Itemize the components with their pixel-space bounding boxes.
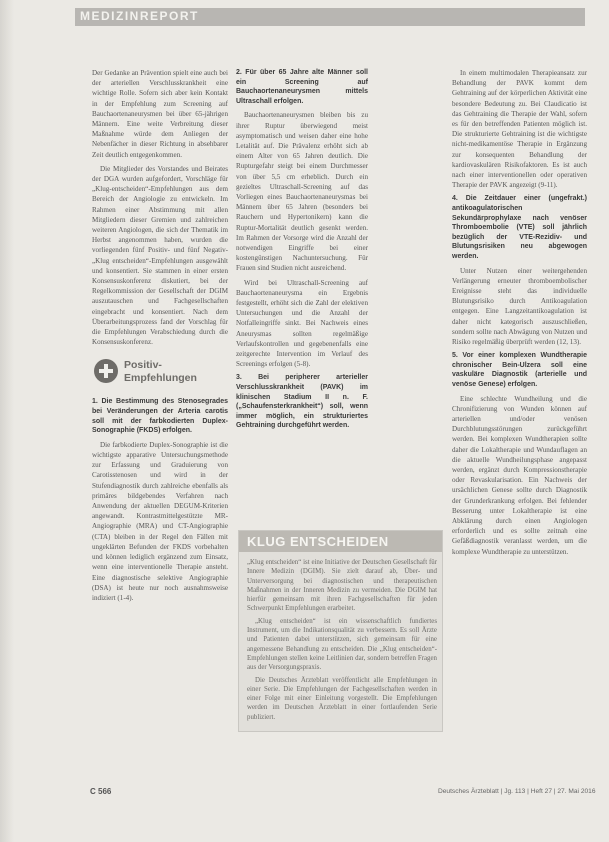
recommendation-4-text: Unter Nutzen einer weitergehenden Verlängerung erneuter thromboembolischer Ereignisse steht das individuelle Blutungsrisiko durch Antikoagulation entgegen. Eine Langzeitantikoagulation ist daher nicht kategorisch auszuschließen, sondern sollte nach Abwägung von Nutzen und Risiko regelmäßig überprüft werden (12, 13). [452,266,587,347]
recommendation-4-heading: 4. Die Zeitdauer einer (ungefrakt.) antikoagulatorischen Sekundärprophylaxe nach venöser Thromboembolie (VTE) soll jährlich bezüglich der VTE-Rezidiv- und Blutungsrisiken neu abgewogen werden. [452,195,587,260]
section-header-title: MEDIZINREPORT [80,9,199,23]
positive-recommendations-badge [92,355,228,389]
positive-badge-line2: Empfehlungen [124,372,197,385]
recommendation-1-heading: 1. Die Bestimmung des Stenosegrades bei Veränderungen der Arteria carotis soll mit der farbkodierten Duplex-Sonographie (FKDS) erfolgen. [92,398,228,435]
positive-badge-line1: Positiv- [124,359,162,372]
klug-entscheiden-infobox [238,530,443,732]
recommendation-2-text: Bauchaortenaneurysmen bleiben bis zu ihrer Ruptur überwiegend meist asymptomatisch und weisen daher eine hohe Letalität auf. Die Prävalenz erhöht sich ab einem Alter von 65 Jahren deutlich. Die Rupturgefahr steigt bei einem Durchmesser von über 5,5 cm erheblich. Durch ein gezieltes Ultraschall-Screening auf das Vorliegen eines Bauchaortenaneurysmas bei Männern über 65 Jahren (besonders bei Rauchern und Hypertonikern) kann die Ruptur-Mortalität deutlich gesenkt werden. Im Rahmen der Vorsorge wird die Anzahl der notwendigen Eingriffe bei einer kostengünstigen Nachuntersuchung. Für Frauen sind Studien nicht ausreichend. [236,111,368,273]
journal-source: Deutsches Ärzteblatt | Jg. 113 | Heft 27 | 27. Mai 2016 [438,788,596,795]
recommendation-3-text: In einem multimodalen Therapieansatz zur Behandlung der PAVK kommt dem Gehtraining auf der körperlichen Aktivität eine besondere Bedeutung zu. Bei Claudicatio ist das Gehtraining die Therapie der Wahl, sofern es für den betreffenden Patienten möglich ist. Die strukturierte Gehtraining ist die wichtigste nicht-medikamentöse Therapie in Ergänzung zur konsequenten Behandlung der kardiovaskulären Risikofaktoren. Es ist auch nach einer interventionellen oder operativen Therapie der PAVK angezeigt (9-11). [452,69,587,190]
recommendation-2-heading: 2. Für über 65 Jahre alte Männer soll ein Screening auf Bauchaortenaneurysmen mittels Ultraschall erfolgen. [236,69,368,105]
recommendation-5-text: Eine schlechte Wundheilung und die Chronifizierung von Wunden können auf arteriellen und/oder venösen Durchblutungsstörungen zurückgeführt werden. Bei komplexen Wundtherapien sollte daher die Lokaltherapie und Wundauflagen an die aktuelle Wundheilungsphase angepasst werden, ergänzt durch Kompressionstherapie oder Revaskularisation. Ein Nachweis der ursächlichen Genese sollte durch Diagnostik der Grunderkrankung erfolgen. Bei fehlender Besserung unter Lokaltherapie ist eine Abklärung durch einen Angiologen erforderlich und es sollte zeitnah eine Gefäßdiagnostik veranlasst werden, um die komplexe Wundtherapie zu unterstützen. [452,394,587,556]
recommendation-2-text-continued: Wird bei Ultraschall-Screening auf Bauchaortenaneurysma ein Ergebnis festgestellt, erhöht sich die Zahl der elektiven Untersuchungen und die Anzahl der Notfalleingriffe sinkt. Bei Nachweis eines Aneurysmas sollten regelmäßige Verlaufskontrollen und gegebenenfalls eine zeitgerechte Intervention im Verlauf des Screenings erfolgen (5-8). [236,278,368,369]
column-3 [452,68,587,561]
column-1 [92,68,228,607]
recommendation-5-heading: 5. Vor einer komplexen Wundtherapie chronischer Bein-Ulzera soll eine vaskuläre Diagnostik (arterielle und venöse Genese) erfolgen. [452,352,587,388]
recommendation-1-text: Die farbkodierte Duplex-Sonographie ist die wichtigste apparative Untersuchungsmethode zur Erfassung und Graduierung von Carotisstenosen und wird in der Stufendiagnostik durch zahlreiche ebenfalls als primäres bildgebendes Verfahren nach Anwendung der aktuellen DEGUM-Kriterien angewandt. Kontrastmittelgestützte MR-Angiographie (MRA) und CT-Angiographie (CTA) bleiben in der Regel den Fällen mit ungeklärten Befunden der FKDS vorbehalten und können lediglich ergänzend zum Einsatz, wenn eine interventionelle Therapie ansteht. Eine diagnostische selektive Angiographie (DSA) ist heute nur noch ausnahmsweise indiziert (1-4). [92,440,228,602]
infobox-paragraph: „Klug entscheiden“ ist eine Initiative der Deutschen Gesellschaft für Innere Medizin (DGIM). Sie zielt darauf ab, Über- und Unterversorgung bei diagnostischen und therapeutischen Maßnahmen in der Inneren Medizin zu vermeiden. Die DGIM hat hierfür gemeinsam mit ihren Fachgesellschaften für jeden Schwerpunkt Empfehlungen erarbeitet. [247,559,437,613]
col1-paragraph: Die Mitglieder des Vorstandes und Beirates der DGA wurden aufgefordert, Vorschläge für „Klug-entscheiden“-Empfehlungen aus dem Bereich der Angiologie zu entwickeln. Im Rahmen einer Abstimmung mit allen Mitgliedern dieser Gremien und zahlreichen weiteren Angiologen, die sich der Thematik im Herbst angenommen haben, wurden die vorliegenden fünf Positiv- und fünf Negativ-„Klug entscheiden“-Empfehlungen ausgewählt und konsentiert. Sie stammen in einer ersten Konsensuskonferenz diskutiert, bei der Regelkommission der Gesellschaft der DGIM auszutauschen und Fachgesellschaften eingebracht und konsentiert. Nach dem Überarbeitungsprozess fand der Vorschlag für die Empfehlungen Verabschiedung durch die Konsensuskonferenz. [92,164,228,347]
column-2 [236,68,368,435]
infobox-paragraph: „Klug entscheiden“ ist ein wissenschaftlich fundiertes Instrument, um die Indikationsqualität zu verbessern. Es soll Ärzte und Patienten dabei unterstützen, sich gemeinsam für eine angemessene Behandlung zu entscheiden. Die „Klug entscheiden“-Empfehlungen stellen keine Leitlinien dar, sondern betreffen Fragen aus der Versorgungspraxis. [247,617,437,672]
page-edge-shadow [0,0,14,842]
recommendation-3-heading: 3. Bei peripherer arterieller Verschlusskrankheit (PAVK) im klinischen Stadium II n. F. („Schaufensterkrankheit“) soll, wenn immer möglich, ein strukturiertes Gehtraining durchgeführt werden. [236,374,368,430]
infobox-title: KLUG ENTSCHEIDEN [247,534,389,549]
col1-paragraph: Der Gedanke an Prävention spielt eine auch bei der arteriellen Verschlusskrankheit eine wichtige Rolle. Sofern sich aber kein Kontakt in der Empfehlung zum Screening auf Bauchaortenaneurysmen bei über 65-jährigen Männern. Eine weite Verbreitung dieser Maßnahme würde dem Anliegen der Nebenfächer in dieser Richtung in absehbarer Zeit deutlich entgegenkommen. [92,69,228,159]
infobox-body [247,558,437,725]
page-number: C 566 [90,787,112,796]
infobox-paragraph: Die Deutsches Ärzteblatt veröffentlicht alle Empfehlungen in einer Serie. Die Empfehlungen der Fachgesellschaften werden in einer Folge mit einer Einleitung vorgestellt. Die Empfehlungen werden im Deutschen Ärzteblatt in einer fortlaufenden Serie publiziert. [247,676,437,721]
plus-icon-bar-vertical [104,364,108,378]
